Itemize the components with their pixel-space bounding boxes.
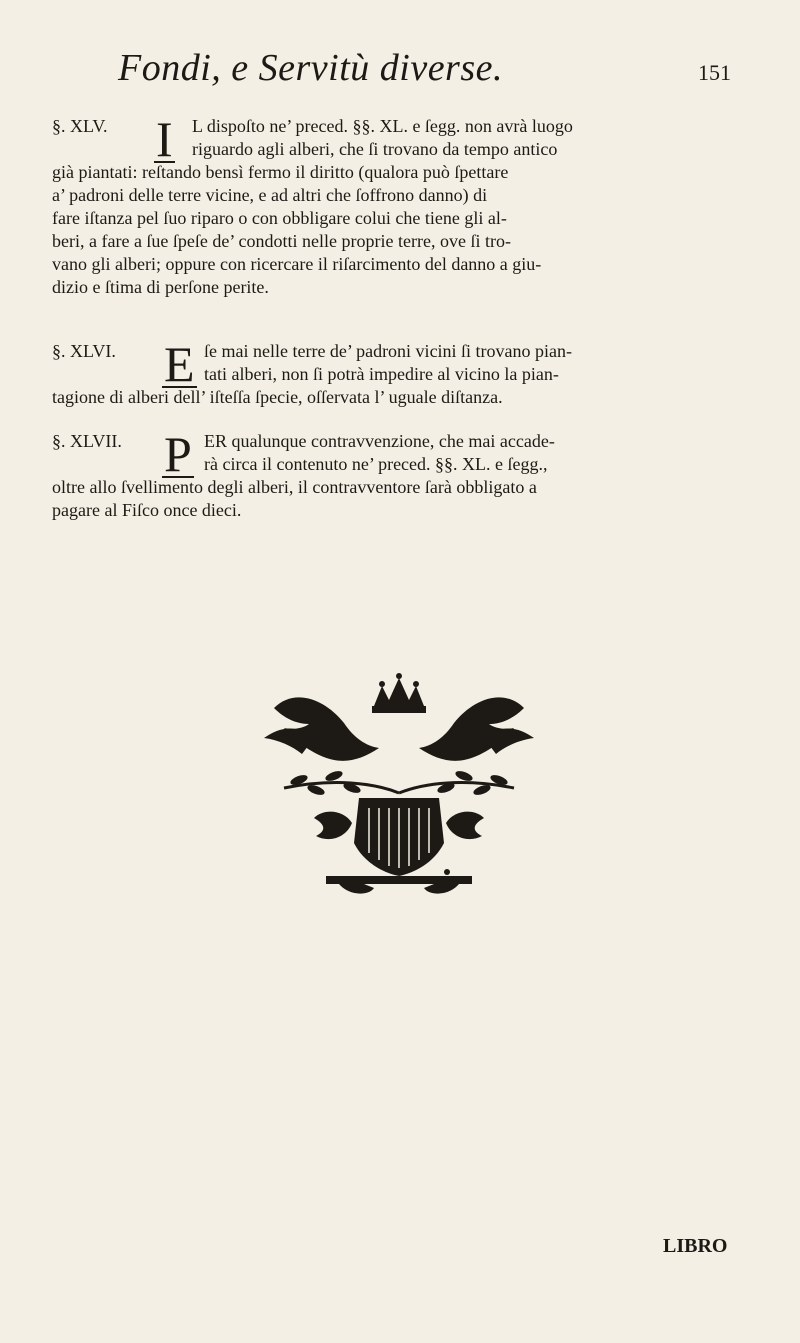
- drop-capital: E: [164, 336, 195, 392]
- crowned-eagles-ornament-icon: [254, 668, 544, 900]
- text-line: tagione di alberi dell’ iſteſſa ſpecie, oſſervata l’ uguale diſtanza.: [52, 387, 503, 407]
- text-line: riguardo agli alberi, che ſi trovano da tempo antico: [192, 139, 558, 159]
- text-line: a’ padroni delle terre vicine, e ad altri che ſoffrono danno) di: [52, 185, 488, 205]
- page-number: 151: [698, 60, 731, 85]
- text-line: L dispoſto ne’ preced. §§. XL. e ſegg. non avrà luogo: [192, 116, 573, 136]
- text-line: pagare al Fiſco once dieci.: [52, 500, 242, 520]
- page-header: [0, 46, 800, 96]
- running-title: Fondi, e Servitù diverse.: [118, 47, 504, 89]
- text-line: rà circa il contenuto ne’ preced. §§. XL. e ſegg.,: [204, 454, 548, 474]
- text-line: ſe mai nelle terre de’ padroni vicini ſi trovano pian-: [204, 341, 573, 361]
- text-line: già piantati: reſtando bensì fermo il diritto (qualora può ſpettare: [52, 162, 509, 182]
- text-line: beri, a fare a ſue ſpeſe de’ condotti nelle proprie terre, ove ſi tro-: [52, 231, 511, 251]
- section-xlv: [52, 111, 752, 305]
- text-line: dizio e ſtima di perſone perite.: [52, 277, 269, 297]
- catchword: LIBRO: [663, 1235, 728, 1257]
- section-xlvi: [52, 336, 752, 420]
- drop-capital: P: [164, 426, 192, 482]
- text-line: fare iſtanza pel ſuo riparo o con obbligare colui che tiene gli al-: [52, 208, 507, 228]
- text-line: vano gli alberi; oppure con ricercare il riſarcimento del danno a giu-: [52, 254, 542, 274]
- text-line: oltre allo ſvellimento degli alberi, il contravventore ſarà obbligato a: [52, 477, 537, 497]
- section-label: §. XLVII.: [52, 431, 122, 451]
- drop-capital: I: [156, 111, 173, 167]
- section-xlvii: [52, 426, 752, 540]
- section-label: §. XLVI.: [52, 341, 116, 361]
- section-label: §. XLV.: [52, 116, 108, 136]
- text-line: ER qualunque contravvenzione, che mai accade-: [204, 431, 555, 451]
- text-line: tati alberi, non ſi potrà impedire al vicino la pian-: [204, 364, 559, 384]
